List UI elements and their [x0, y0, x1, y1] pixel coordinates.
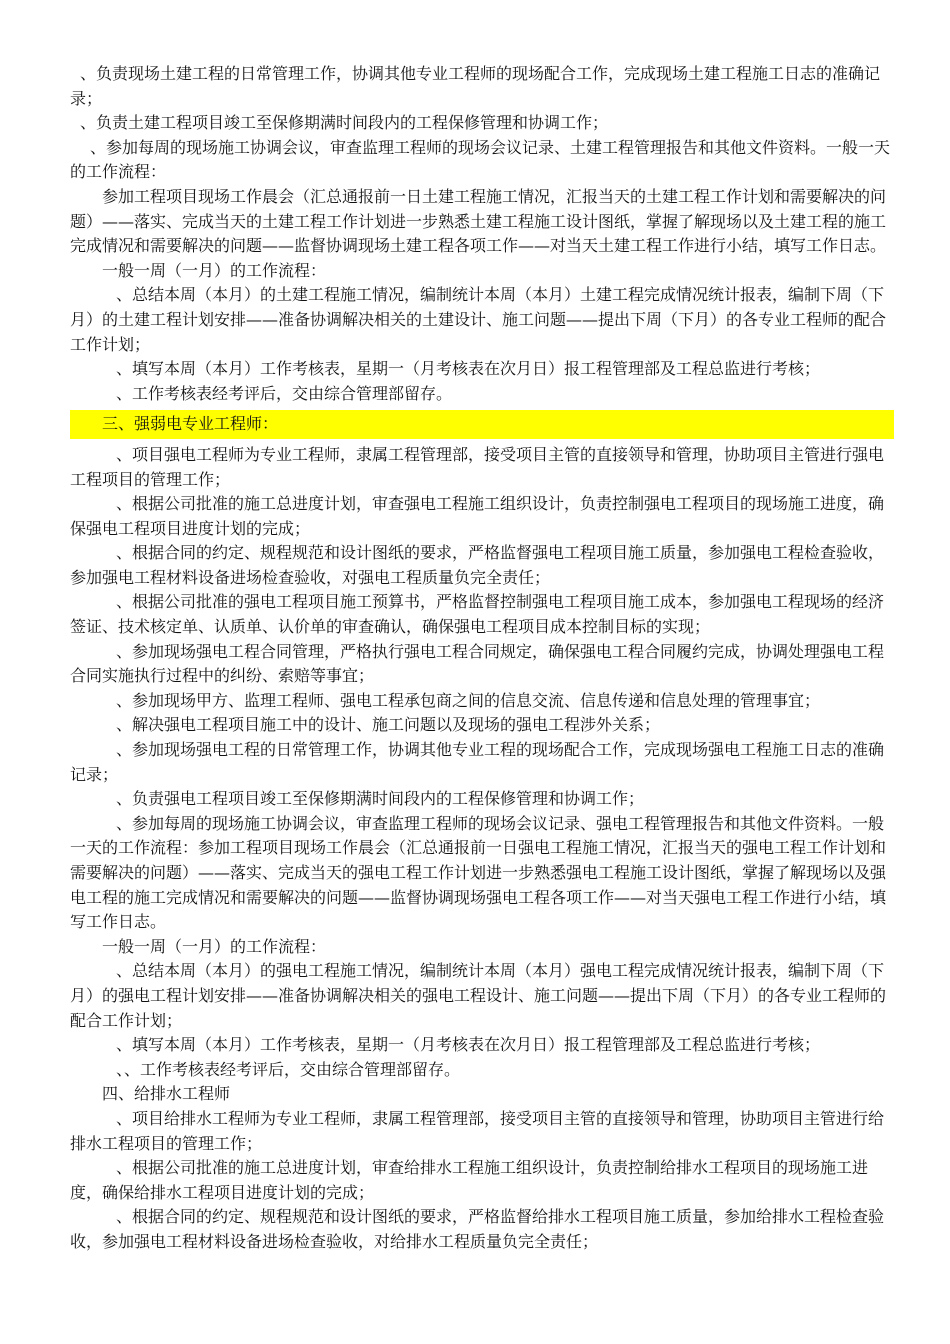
paragraph: 、参加现场强电工程合同管理，严格执行强电工程合同规定，确保强电工程合同履约完成，协调处理强电工程合同实施执行过程中的纠纷、索赔等事宜；	[70, 641, 885, 686]
paragraph: 、参加现场强电工程的日常管理工作，协调其他专业工程的现场配合工作，完成现场强电工程施工日志的准确记录；	[70, 740, 885, 784]
paragraph: 、填写本周（本月）工作考核表，星期一（月考核表在次月日）报工程管理部及工程总监进行考核；	[116, 1035, 821, 1055]
paragraph: 、项目强电工程师为专业工程师，隶属工程管理部，接受项目主管的直接领导和管理，协助项目主管进行强电工程项目的管理工作；	[70, 444, 885, 489]
paragraph: 、根据公司批准的施工总进度计划，审查强电工程施工组织设计，负责控制强电工程项目的现场施工进度，确保强电工程项目进度计划的完成；	[70, 494, 885, 538]
paragraph: 、项目给排水工程师为专业工程师，隶属工程管理部，接受项目主管的直接领导和管理，协助项目主管进行给排水工程项目的管理工作；	[70, 1108, 885, 1153]
paragraph: 、负责强电工程项目竣工至保修期满时间段内的工程保修管理和协调工作；	[116, 789, 645, 809]
section-heading: 四、给排水工程师	[102, 1084, 231, 1104]
paragraph: 一般一周（一月）的工作流程：	[102, 936, 327, 956]
paragraph: 、负责现场土建工程的日常管理工作，协调其他专业工程师的现场配合工作，完成现场土建工程施工日志的准确记录；	[70, 64, 881, 108]
paragraph: 、根据合同的约定、规程规范和设计图纸的要求，严格监督给排水工程项目施工质量，参加给排水工程检查验收，参加强电工程材料设备进场检查验收，对给排水工程质量负完全责任；	[70, 1207, 885, 1251]
document-body	[70, 62, 898, 1255]
paragraph: 、参加每周的现场施工协调会议，审查监理工程师的现场会议记录、土建工程管理报告和其他文件资料。一般一天的工作流程：	[70, 137, 891, 182]
paragraph: 、参加现场甲方、监理工程师、强电工程承包商之间的信息交流、信息传递和信息处理的管理事宜；	[116, 690, 821, 710]
paragraph: 一般一周（一月）的工作流程：	[102, 260, 327, 280]
section-heading-highlighted: 三、强弱电专业工程师：	[70, 410, 894, 439]
paragraph: 参加工程项目现场工作晨会（汇总通报前一日土建工程施工情况，汇报当天的土建工程工作计划和需要解决的问题）——落实、完成当天的土建工程工作计划进一步熟悉土建工程施工设计图纸，掌握了解现场以及土建工程的施工完成情况和需要解决的问题——监督协调现场土建工程各项工作——对当天土建工程工作进行小结，填写工作日志。	[70, 186, 887, 256]
paragraph: 、、工作考核表经考评后，交由综合管理部留存。	[116, 1059, 461, 1079]
paragraph: 、根据公司批准的强电工程项目施工预算书，严格监督控制强电工程项目施工成本，参加强电工程现场的经济签证、技术核定单、认质单、认价单的审查确认，确保强电工程项目成本控制目标的实现；	[70, 592, 885, 637]
paragraph: 、根据公司批准的施工总进度计划，审查给排水工程施工组织设计，负责控制给排水工程项目的现场施工进度，确保给排水工程项目进度计划的完成；	[70, 1158, 869, 1202]
paragraph: 、填写本周（本月）工作考核表，星期一（月考核表在次月日）报工程管理部及工程总监进行考核；	[116, 359, 821, 379]
paragraph: 、根据合同的约定、规程规范和设计图纸的要求，严格监督强电工程项目施工质量，参加强电工程检查验收，参加强电工程材料设备进场检查验收，对强电工程质量负完全责任；	[70, 543, 885, 587]
paragraph: 、解决强电工程项目施工中的设计、施工问题以及现场的强电工程涉外关系；	[116, 715, 661, 735]
paragraph: 、工作考核表经考评后，交由综合管理部留存。	[116, 383, 453, 403]
paragraph: 、总结本周（本月）的强电工程施工情况，编制统计本周（本月）强电工程完成情况统计报表，编制下周（下月）的强电工程计划安排——准备协调解决相关的强电工程设计、施工问题——提出下周（下月）的各专业工程师的配合工作计划；	[70, 961, 887, 1030]
paragraph: 、负责土建工程项目竣工至保修期满时间段内的工程保修管理和协调工作；	[80, 113, 609, 133]
paragraph: 、总结本周（本月）的土建工程施工情况，编制统计本周（本月）土建工程完成情况统计报表，编制下周（下月）的土建工程计划安排——准备协调解决相关的土建设计、施工问题——提出下周（下月）的各专业工程师的配合工作计划；	[70, 285, 887, 354]
paragraph: 、参加每周的现场施工协调会议，审查监理工程师的现场会议记录、强电工程管理报告和其他文件资料。一般一天的工作流程：参加工程项目现场工作晨会（汇总通报前一日强电工程施工情况，汇报当天的强电工程工作计划和需要解决的问题）——落实、完成当天的强电工程工作计划进一步熟悉强电工程施工设计图纸，掌握了解现场以及强电工程的施工完成情况和需要解决的问题——监督协调现场强电工程各项工作——对当天强电工程工作进行小结，填写工作日志。	[70, 813, 887, 932]
